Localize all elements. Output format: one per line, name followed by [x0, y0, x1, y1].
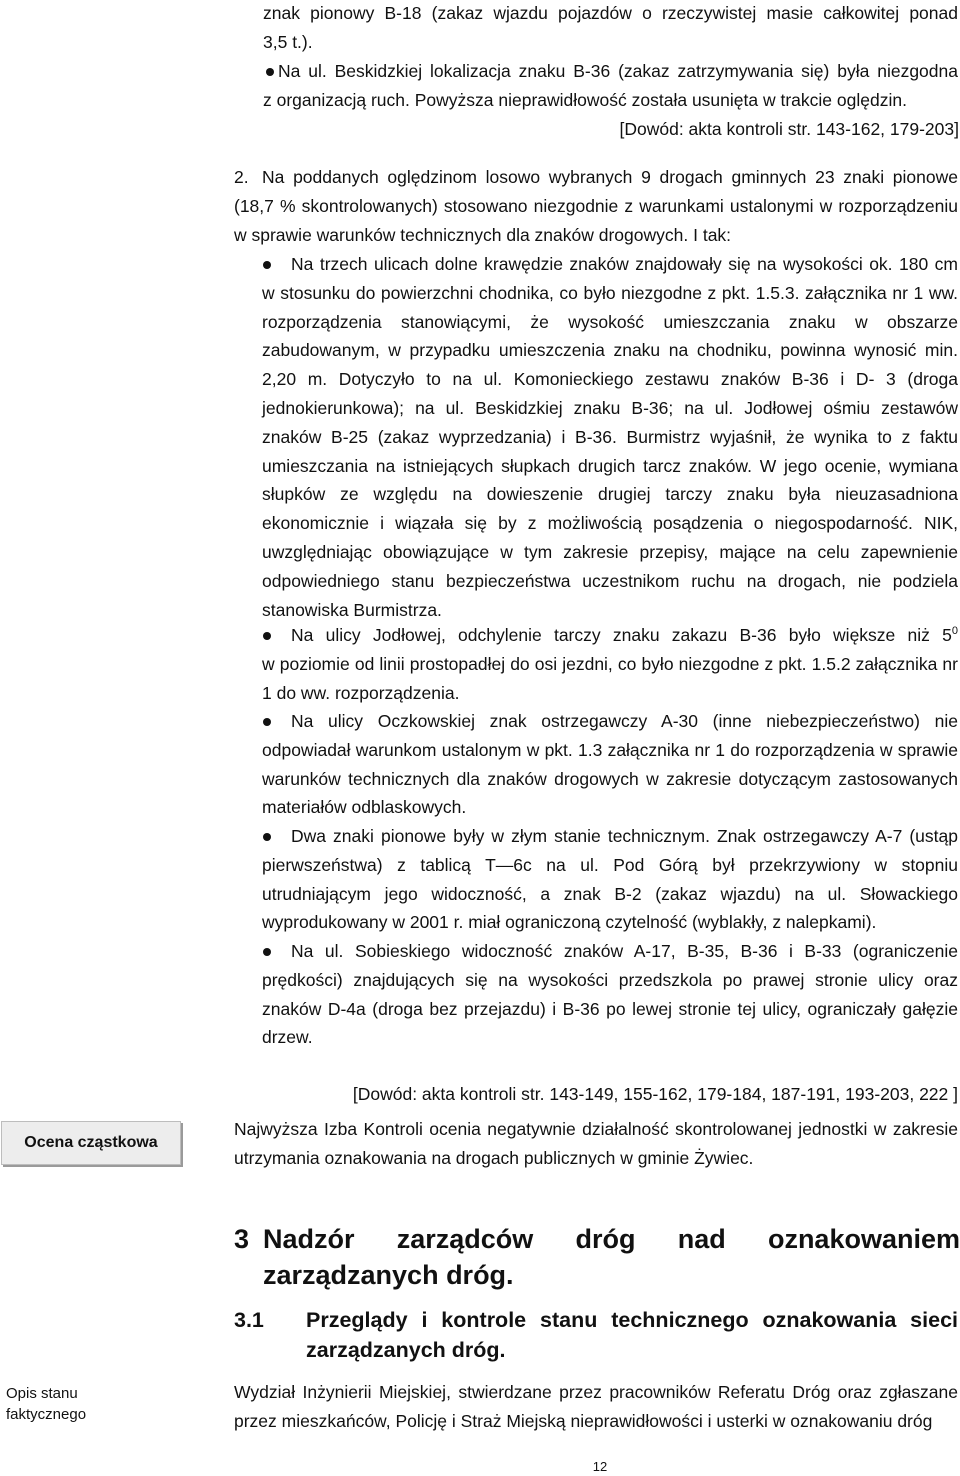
bullet-text-line: Na ul. Beskidzkiej lokalizacja znaku B-36 (zakaz zatrzymywania się) była niezgodna — [278, 61, 958, 81]
section-title: Przeglądy i kontrole stanu technicznego oznakowania sieci zarządzanych dróg. — [306, 1308, 958, 1362]
bullet-text: w stosunku do powierzchni chodnika, co było niezgodne z pkt. 1.5.3. załącznika nr 1 ww. rozporządzenia stanowiącymi, że wysokość umieszczania znaku w obszarze zabudowanym, w przypadku umieszczenia znaku na chodniku, powinna wynosić min. 2,20 m. Dotyczyło to na ul. Komonieckiego zestawu znaków B-36 i D- 3 (droga jednokierunkowa); na ul. Beskidzkiej znaku B-36; na ul. Jodłowej ośmiu zestawów znaków B-25 (zakaz wyprzedzania) i B-36. Burmistrz wyjaśnił, że wynika to z faktu umieszczania na istniejących słupkach drugich tarcz znaków. W jego ocenie, wymiana słupków ze względu na dowieszenie drugiej tarczy znaku była nieuzasadniona ekonomicznie i wiązała się by z możliwością posądzenia o niegospodarność. NIK, uwzględniając obowiązujące w tym zakresie przepisy, mające na celu zapewnienie odpowiedniego stanu bezpieczeństwa uczestnikom ruchu na drogach, nie podziela stanowiska Burmistrza. — [262, 282, 958, 620]
paragraph-continued — [263, 0, 958, 57]
bullet-dot-icon — [263, 632, 271, 640]
bullet-text-line: Na ulicy Oczkowskiej znak ostrzegawczy A-30 (inne niebezpieczeństwo) nie — [291, 711, 958, 731]
bullet-dot-icon — [263, 718, 271, 726]
bullet-item-beskidzka — [263, 57, 958, 115]
page-number: 12 — [592, 1459, 608, 1474]
section-number: 3.1 — [234, 1308, 264, 1332]
assessment-text: Najwyższa Izba Kontroli ocenia negatywnie działalność skontrolowanej jednostki w zakresie utrzymania oznakowania na drogach publicznych w gminie Żywiec. — [234, 1119, 958, 1168]
bullet-dot-icon — [266, 68, 274, 76]
section-heading-3-1 — [234, 1305, 958, 1365]
paragraph-line: znak pionowy B-18 (zakaz wjazdu pojazdów o rzeczywistej masie całkowitej ponad — [263, 3, 958, 23]
paragraph-line — [234, 163, 958, 192]
bullet-item — [234, 250, 958, 624]
facts-text: Wydział Inżynierii Miejskiej, stwierdzane przez pracowników Referatu Dróg oraz zgłaszane przez mieszkańców, Policję i Straż Miejską nieprawidłowości i usterki w oznakowaniu dróg — [234, 1382, 958, 1431]
margin-label-assessment: Ocena cząstkowa — [1, 1121, 181, 1165]
paragraph-line-text: Na poddanych oględzinom losowo wybranych 9 drogach gminnych 23 znaki pionowe — [262, 167, 958, 187]
paragraph-2 — [234, 163, 958, 249]
paragraph-number: 2. — [234, 167, 249, 187]
bullet-item — [234, 937, 958, 1052]
bullet-text: z organizacją ruch. Powyższa nieprawidłowość została usunięta w trakcie oględzin. — [263, 89, 907, 110]
evidence-reference: [Dowód: akta kontroli str. 143-162, 179-203] — [619, 119, 959, 139]
bullet-line-text: Na ulicy Jodłowej, odchylenie tarczy znaku zakazu B-36 było większe niż 5 — [291, 625, 952, 645]
section-title: Nadzór zarządców dróg nad oznakowaniem zarządzanych dróg. — [263, 1224, 960, 1290]
bullet-dot-icon — [263, 833, 271, 841]
bullet-text-line — [262, 621, 958, 650]
evidence-reference: [Dowód: akta kontroli str. 143-149, 155-162, 179-184, 187-191, 193-203, 222 ] — [352, 1084, 958, 1104]
bullet-text: pierwszeństwa) z tablicą T—6c na ul. Pod Górą był przekrzywiony w stopniu utrudniającym jego widoczność, a znak B-2 (zakaz wjazdu) na ul. Słowackiego wyprodukowany w 2001 r. miał ograniczoną czytelność (wyblakły, z nalepkami). — [262, 854, 958, 933]
bullet-text-line: Na ul. Sobieskiego widoczność znaków A-17, B-35, B-36 i B-33 (ograniczenie — [291, 941, 958, 961]
bullet-item — [234, 621, 958, 707]
bullet-dot-icon — [263, 948, 271, 956]
margin-label-facts: Opis stanu faktycznego — [6, 1385, 87, 1423]
superscript: 0 — [951, 625, 958, 638]
bullet-text: prędkości) znajdujących się na wysokości przedszkola po prawej stronie ulicy oraz znaków D-4a (droga bez przejazdu) i B-36 po lewej stronie tej ulicy, ograniczały gałęzie drzew. — [262, 969, 958, 1048]
section-number: 3 — [234, 1224, 250, 1254]
bullet-dot-icon — [263, 261, 271, 269]
section-heading-3 — [234, 1221, 960, 1293]
paragraph-line: 3,5 t.). — [263, 31, 313, 52]
bullet-text: odpowiadał warunkom ustalonym w pkt. 1.3 załącznika nr 1 do rozporządzenia w sprawie warunków technicznych dla znaków drogowych w zakresie dotyczącym zastosowanych materiałów odblaskowych. — [262, 739, 958, 818]
paragraph-text: (18,7 % skontrolowanych) stosowano niezgodnie z warunkami ustalonymi w rozporządzeniu w sprawie warunków technicznych dla znaków drogowych. I tak: — [234, 195, 958, 245]
bullet-item — [234, 822, 958, 937]
bullet-text-line: Na trzech ulicach dolne krawędzie znaków znajdowały się na wysokości ok. 180 cm — [291, 254, 958, 274]
bullet-text-line: Dwa znaki pionowe były w złym stanie technicznym. Znak ostrzegawczy A-7 (ustąp — [291, 826, 958, 846]
bullet-item — [234, 707, 958, 822]
bullet-text: w poziomie od linii prostopadłej do osi jezdni, co było niezgodne z pkt. 1.5.2 załącznika nr 1 do ww. rozporządzenia. — [262, 653, 958, 703]
